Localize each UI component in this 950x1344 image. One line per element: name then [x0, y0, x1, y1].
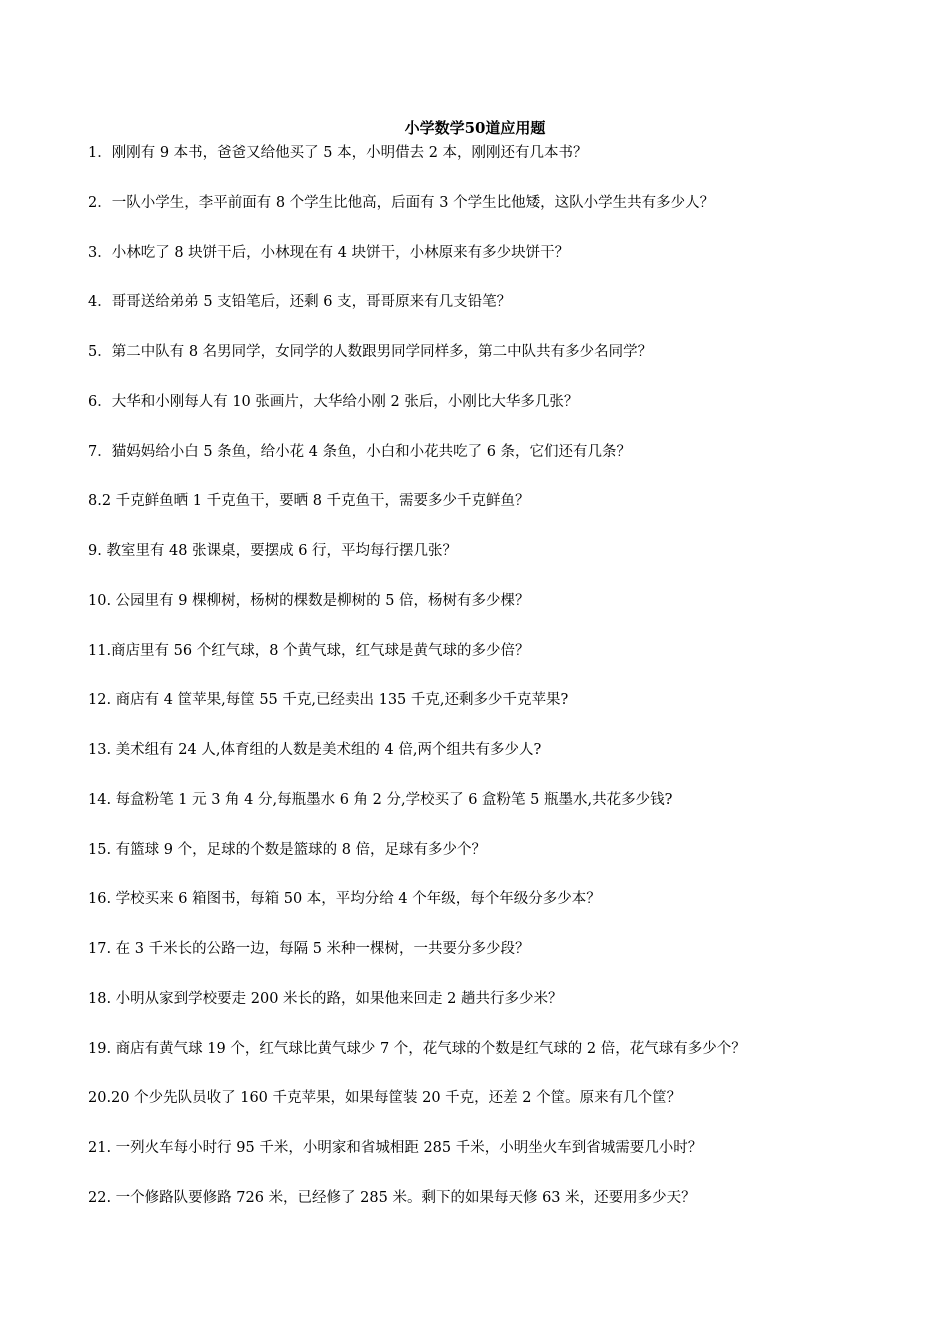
question-item: 16. 学校买来 6 箱图书，每箱 50 本，平均分给 4 个年级，每个年级分多少本？: [88, 891, 601, 908]
page-title: 小学数学50道应用题: [404, 119, 546, 137]
question-item: 15. 有篮球 9 个，足球的个数是篮球的 8 倍，足球有多少个？: [88, 841, 487, 858]
question-item: 13. 美术组有 24 人,体育组的人数是美术组的 4 倍,两个组共有多少人?: [88, 742, 542, 758]
question-item: 6．大华和小刚每人有 10 张画片，大华给小刚 2 张后，小刚比大华多几张？: [88, 393, 579, 410]
question-item: 21. 一列火车每小时行 95 千米，小明家和省城相距 285 千米，小明坐火车到省城需要几小时？: [88, 1140, 703, 1156]
question-item: 7．猫妈妈给小白 5 条鱼，给小花 4 条鱼，小白和小花共吃了 6 条，它们还有几条？: [88, 443, 632, 460]
question-item: 8.2 千克鲜鱼晒 1 千克鱼干，要晒 8 千克鱼干，需要多少千克鲜鱼？: [88, 493, 530, 510]
question-item: 19. 商店有黄气球 19 个，红气球比黄气球少 7 个，花气球的个数是红气球的 2 倍，花气球有多少个？: [88, 1040, 746, 1057]
question-item: 18. 小明从家到学校要走 200 米长的路，如果他来回走 2 趟共行多少米？: [88, 990, 563, 1007]
question-item: 4．哥哥送给弟弟 5 支铅笔后，还剩 6 支，哥哥原来有几支铅笔？: [88, 294, 512, 311]
question-item: 1．刚刚有 9 本书，爸爸又给他买了 5 本，小明借去 2 本，刚刚还有几本书？: [88, 145, 588, 161]
question-item: 10. 公园里有 9 棵柳树，杨树的棵数是柳树的 5 倍，杨树有多少棵？: [88, 592, 530, 609]
question-item: 22. 一个修路队要修路 726 米，已经修了 285 米。剩下的如果每天修 63 米，还要用多少天？: [88, 1189, 696, 1206]
question-item: 14. 每盒粉笔 1 元 3 角 4 分,每瓶墨水 6 角 2 分,学校买了 6 盒粉笔 5 瓶墨水,共花多少钱?: [88, 791, 673, 808]
question-item: 12. 商店有 4 筐苹果,每筐 55 千克,已经卖出 135 千克,还剩多少千克苹果?: [88, 692, 569, 709]
question-item: 5．第二中队有 8 名男同学，女同学的人数跟男同学同样多，第二中队共有多少名同学？: [88, 344, 653, 360]
question-list: [88, 142, 888, 1237]
question-item: 11.商店里有 56 个红气球，8 个黄气球，红气球是黄气球的多少倍？: [88, 642, 530, 659]
question-item: 3．小林吃了 8 块饼干后，小林现在有 4 块饼干，小林原来有多少块饼干？: [88, 244, 570, 261]
question-item: 17. 在 3 千米长的公路一边，每隔 5 米种一棵树，一共要分多少段？: [88, 941, 530, 957]
question-item: 9. 教室里有 48 张课桌，要摆成 6 行，平均每行摆几张？: [88, 543, 458, 559]
question-item: 2．一队小学生，李平前面有 8 个学生比他高，后面有 3 个学生比他矮，这队小学生共有多少人？: [88, 194, 715, 211]
question-item: 20.20 个少先队员收了 160 千克苹果，如果每筐装 20 千克，还差 2 个筐。原来有几个筐？: [88, 1090, 682, 1107]
